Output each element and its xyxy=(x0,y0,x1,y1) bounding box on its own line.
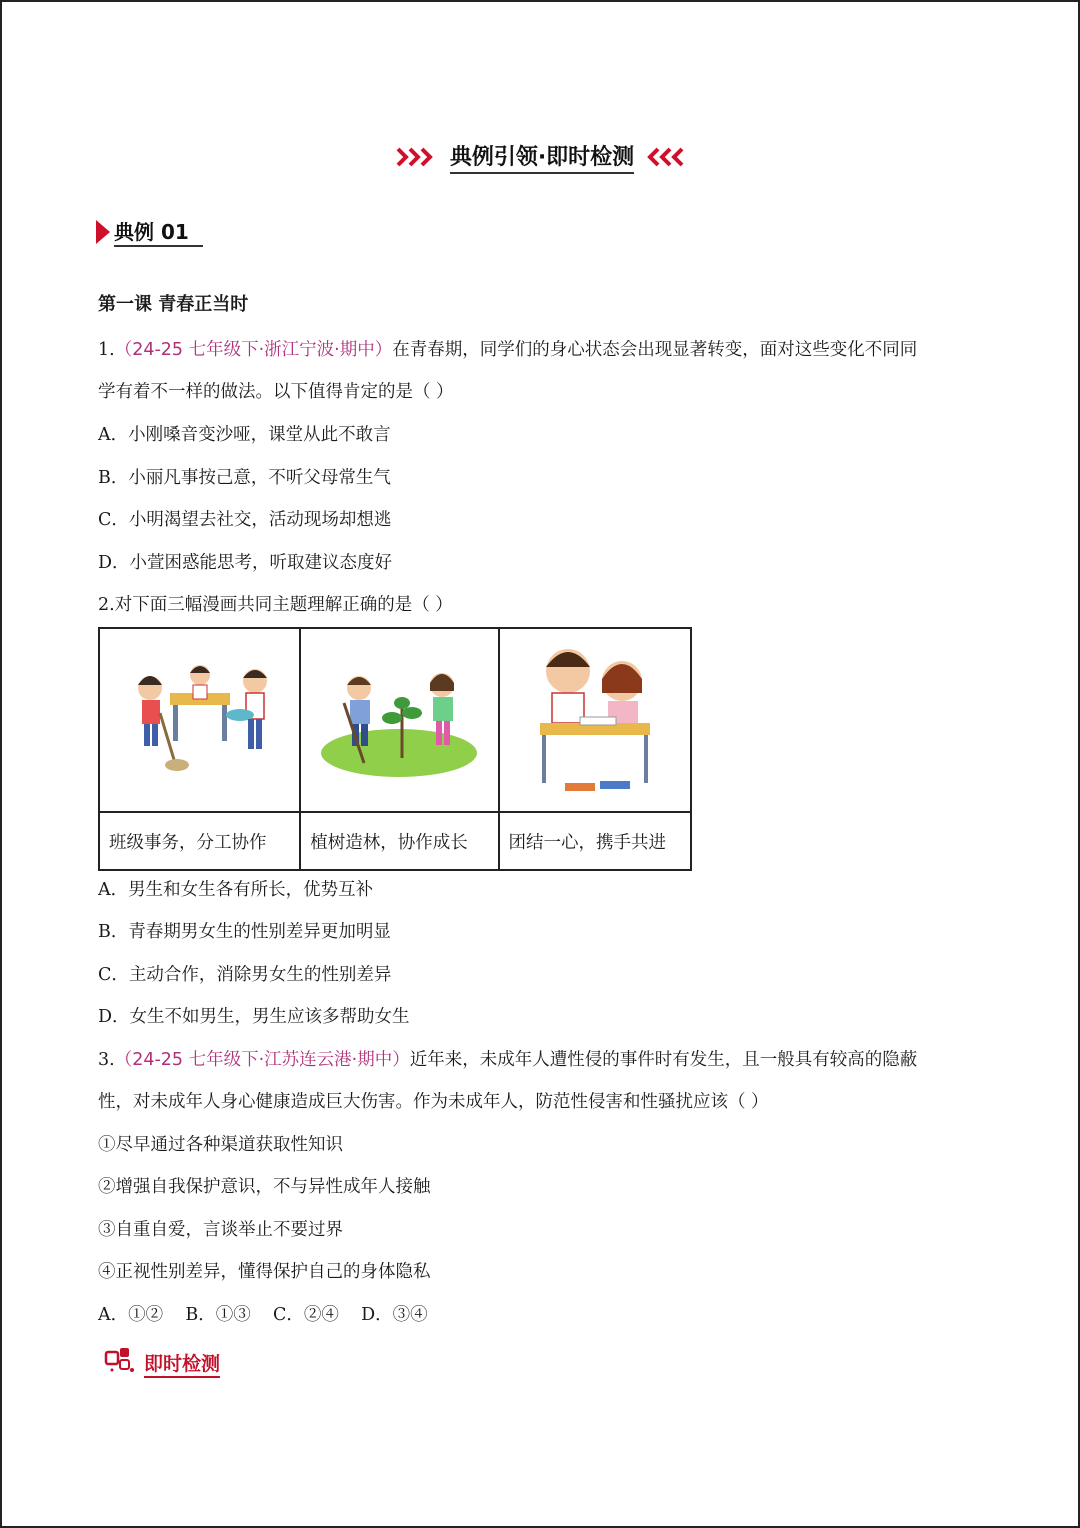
q3-item-3: ③自重自爱，言谈举止不要过界 xyxy=(98,1220,343,1240)
comic-image-studying-together xyxy=(499,628,691,812)
q1-option-c: C．小明渴望去社交，活动现场却想逃 xyxy=(98,510,392,530)
arrows-left-icon xyxy=(644,146,684,168)
q3-source: （24-25 七年级下·江苏连云港·期中） xyxy=(114,1050,410,1070)
q3-item-2: ②增强自我保护意识，不与异性成年人接触 xyxy=(98,1177,431,1197)
q3-text-1: 近年来，未成年人遭性侵的事件时有发生，且一般具有较高的隐蔽 xyxy=(409,1050,918,1070)
q3-line1 xyxy=(98,1048,917,1072)
q3-number: 3. xyxy=(98,1050,115,1070)
arrows-right-icon xyxy=(396,146,436,168)
q2-option-b: B．青春期男女生的性别差异更加明显 xyxy=(98,922,391,942)
quick-check-label: 即时检测 xyxy=(144,1349,220,1378)
example-tag xyxy=(96,216,203,247)
example-label: 典例 01 xyxy=(114,216,203,247)
caption-3: 团结一心，携手共进 xyxy=(499,812,691,870)
q3-line2: 性，对未成年人身心健康造成巨大伤害。作为未成年人，防范性侵害和性骚扰应该（ ） xyxy=(98,1092,769,1112)
caption-1: 班级事务，分工协作 xyxy=(99,812,300,870)
q1-number: 1. xyxy=(98,340,115,360)
q2-option-d: D．女生不如男生，男生应该多帮助女生 xyxy=(98,1007,410,1027)
q1-line2: 学有着不一样的做法。以下值得肯定的是（ ） xyxy=(98,382,454,402)
q1-source: （24-25 七年级下·浙江宁波·期中） xyxy=(114,340,393,360)
comic-image-tree-planting xyxy=(300,628,498,812)
q2-option-c: C．主动合作，消除男女生的性别差异 xyxy=(98,965,392,985)
quick-check-heading xyxy=(104,1346,220,1380)
comic-image-class-duty xyxy=(99,628,300,812)
q1-option-a: A．小刚嗓音变沙哑，课堂从此不敢言 xyxy=(98,425,391,445)
q2-option-a: A．男生和女生各有所长，优势互补 xyxy=(98,880,374,900)
q3-item-1: ①尽早通过各种渠道获取性知识 xyxy=(98,1135,343,1155)
comic-table xyxy=(98,627,692,871)
q1-option-d: D．小萱困惑能思考，听取建议态度好 xyxy=(98,553,393,573)
caption-2: 植树造林，协作成长 xyxy=(300,812,498,870)
q3-item-4: ④正视性别差异，懂得保护自己的身体隐私 xyxy=(98,1262,431,1282)
banner-title: 典例引领·即时检测 xyxy=(450,140,634,174)
q1-text-1: 在青春期，同学们的身心状态会出现显著转变，面对这些变化不同同 xyxy=(392,340,918,360)
red-marker-icon xyxy=(96,220,110,244)
q1-option-b: B．小丽凡事按己意，不听父母常生气 xyxy=(98,468,391,488)
q1-line1 xyxy=(98,338,917,362)
quick-check-icon xyxy=(104,1346,138,1380)
section-banner xyxy=(0,140,1080,174)
q3-options: A．①② B．①③ C．②④ D．③④ xyxy=(98,1305,428,1325)
lesson-title: 第一课 青春正当时 xyxy=(98,294,249,315)
q2-text: 2.对下面三幅漫画共同主题理解正确的是（ ） xyxy=(98,595,453,615)
